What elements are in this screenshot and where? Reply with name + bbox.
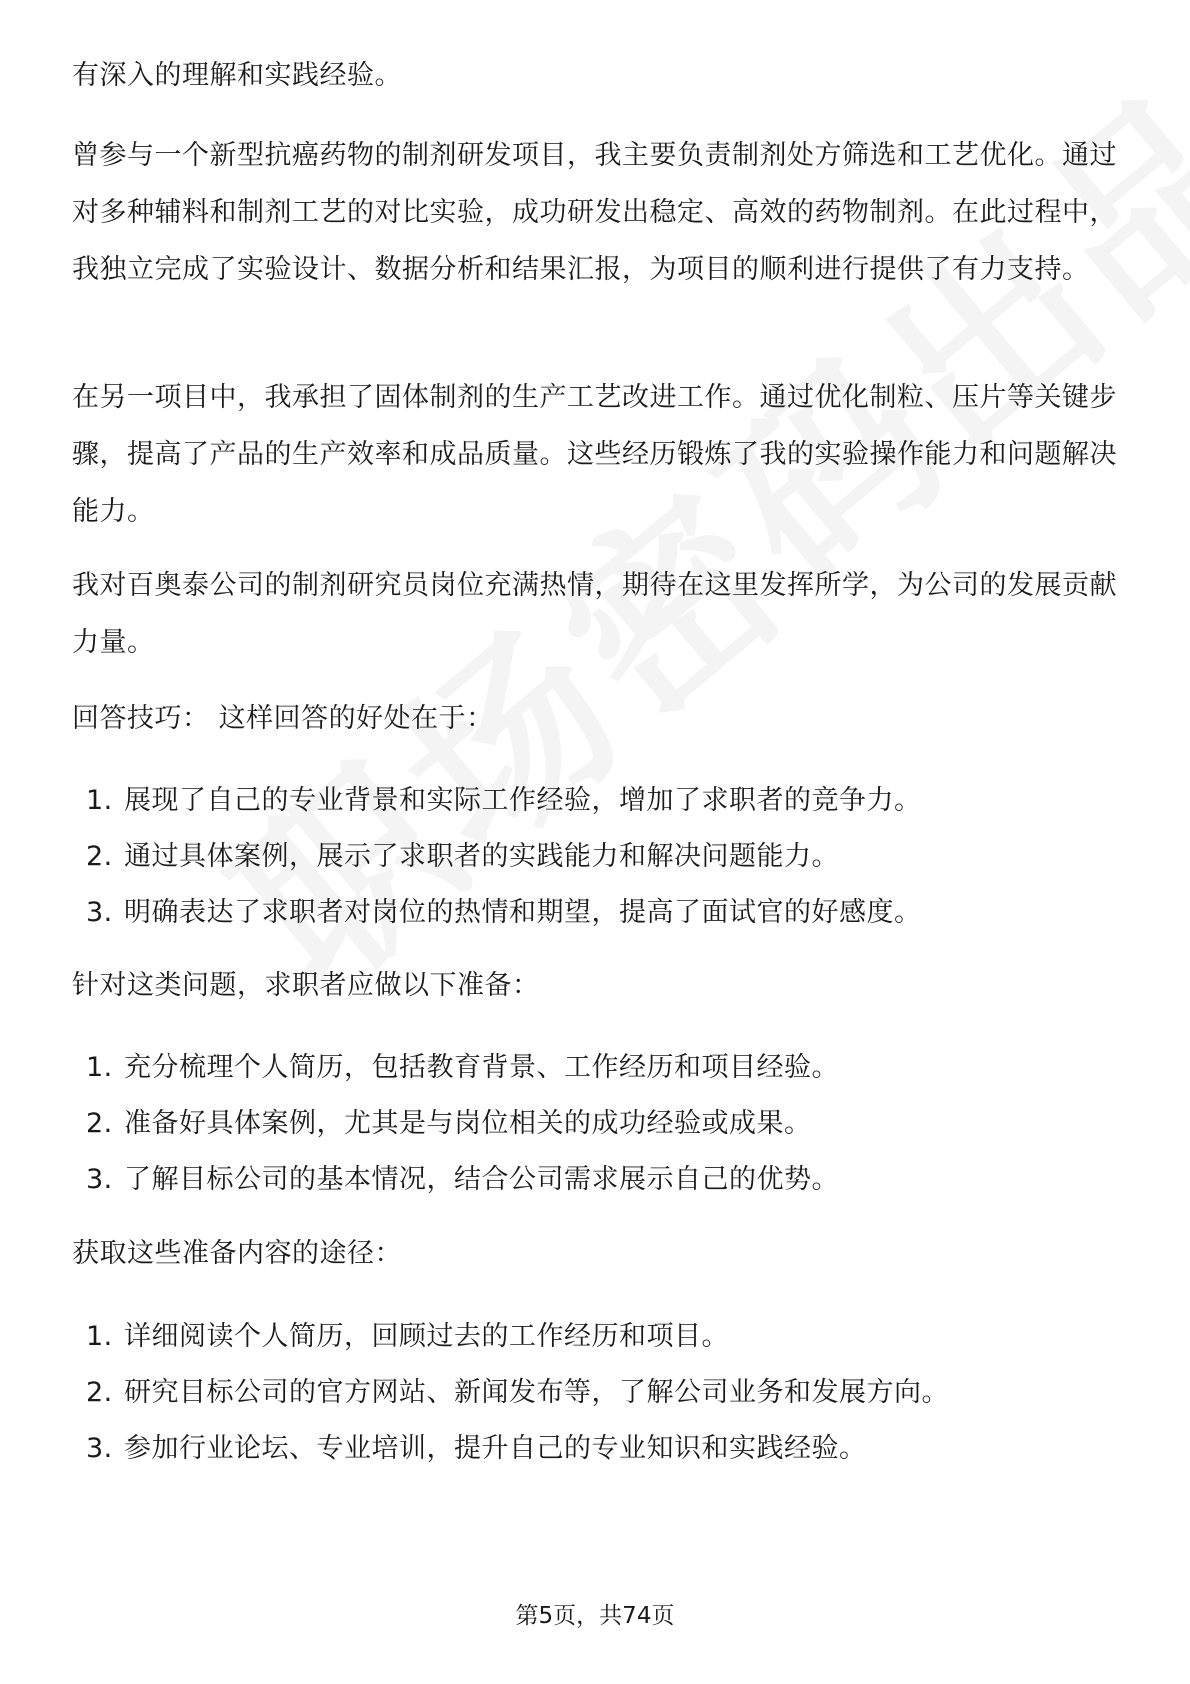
- sources-list: [72, 1322, 1122, 1464]
- list-number: 3.: [86, 897, 113, 928]
- list-number: 3.: [86, 1164, 113, 1195]
- page-footer: 第5页，共74页: [515, 1603, 675, 1629]
- section-heading: 回答技巧： 这样回答的好处在于：: [72, 703, 494, 734]
- list-item-text: 展现了自己的专业背景和实际工作经验，增加了求职者的竞争力。: [124, 785, 922, 816]
- list-item: [72, 1434, 1122, 1464]
- list-item: [72, 898, 1122, 928]
- list-item: [72, 1378, 1122, 1408]
- paragraph: 我对百奥泰公司的制剂研究员岗位充满热情，期待在这里发挥所学，为公司的发展贡献力量。: [72, 570, 1117, 658]
- list-item: [72, 842, 1122, 872]
- list-item-text: 研究目标公司的官方网站、新闻发布等，了解公司业务和发展方向。: [124, 1377, 949, 1408]
- list-number: 1.: [86, 1321, 113, 1352]
- list-item-text: 参加行业论坛、专业培训，提升自己的专业知识和实践经验。: [124, 1433, 867, 1464]
- list-item: [72, 786, 1122, 816]
- list-item: [72, 1109, 1122, 1139]
- list-number: 1.: [86, 785, 113, 816]
- list-number: 3.: [86, 1433, 113, 1464]
- list-item-text: 详细阅读个人简历，回顾过去的工作经历和项目。: [124, 1321, 729, 1352]
- list-number: 2.: [86, 1108, 113, 1139]
- section-heading: 获取这些准备内容的途径：: [72, 1238, 402, 1269]
- tips-list: [72, 786, 1122, 928]
- paragraph: 有深入的理解和实践经验。: [72, 60, 402, 91]
- list-item-text: 了解目标公司的基本情况，结合公司需求展示自己的优势。: [124, 1164, 839, 1195]
- prep-list: [72, 1053, 1122, 1195]
- list-item-text: 通过具体案例，展示了求职者的实践能力和解决问题能力。: [124, 841, 839, 872]
- list-item-text: 准备好具体案例，尤其是与岗位相关的成功经验或成果。: [124, 1108, 812, 1139]
- list-item-text: 明确表达了求职者对岗位的热情和期望，提高了面试官的好感度。: [124, 897, 922, 928]
- list-item: [72, 1322, 1122, 1352]
- list-number: 2.: [86, 1377, 113, 1408]
- list-item-text: 充分梳理个人简历，包括教育背景、工作经历和项目经验。: [124, 1052, 839, 1083]
- paragraph: 曾参与一个新型抗癌药物的制剂研发项目，我主要负责制剂处方筛选和工艺优化。通过对多种辅料和制剂工艺的对比实验，成功研发出稳定、高效的药物制剂。在此过程中，我独立完成了实验设计、数据分析和结果汇报，为项目的顺利进行提供了有力支持。: [72, 140, 1117, 285]
- list-item: [72, 1165, 1122, 1195]
- list-number: 1.: [86, 1052, 113, 1083]
- list-number: 2.: [86, 841, 113, 872]
- list-item: [72, 1053, 1122, 1083]
- paragraph: 在另一项目中，我承担了固体制剂的生产工艺改进工作。通过优化制粒、压片等关键步骤，提高了产品的生产效率和成品质量。这些经历锻炼了我的实验操作能力和问题解决能力。: [72, 382, 1117, 527]
- section-heading: 针对这类问题，求职者应做以下准备：: [72, 970, 540, 1001]
